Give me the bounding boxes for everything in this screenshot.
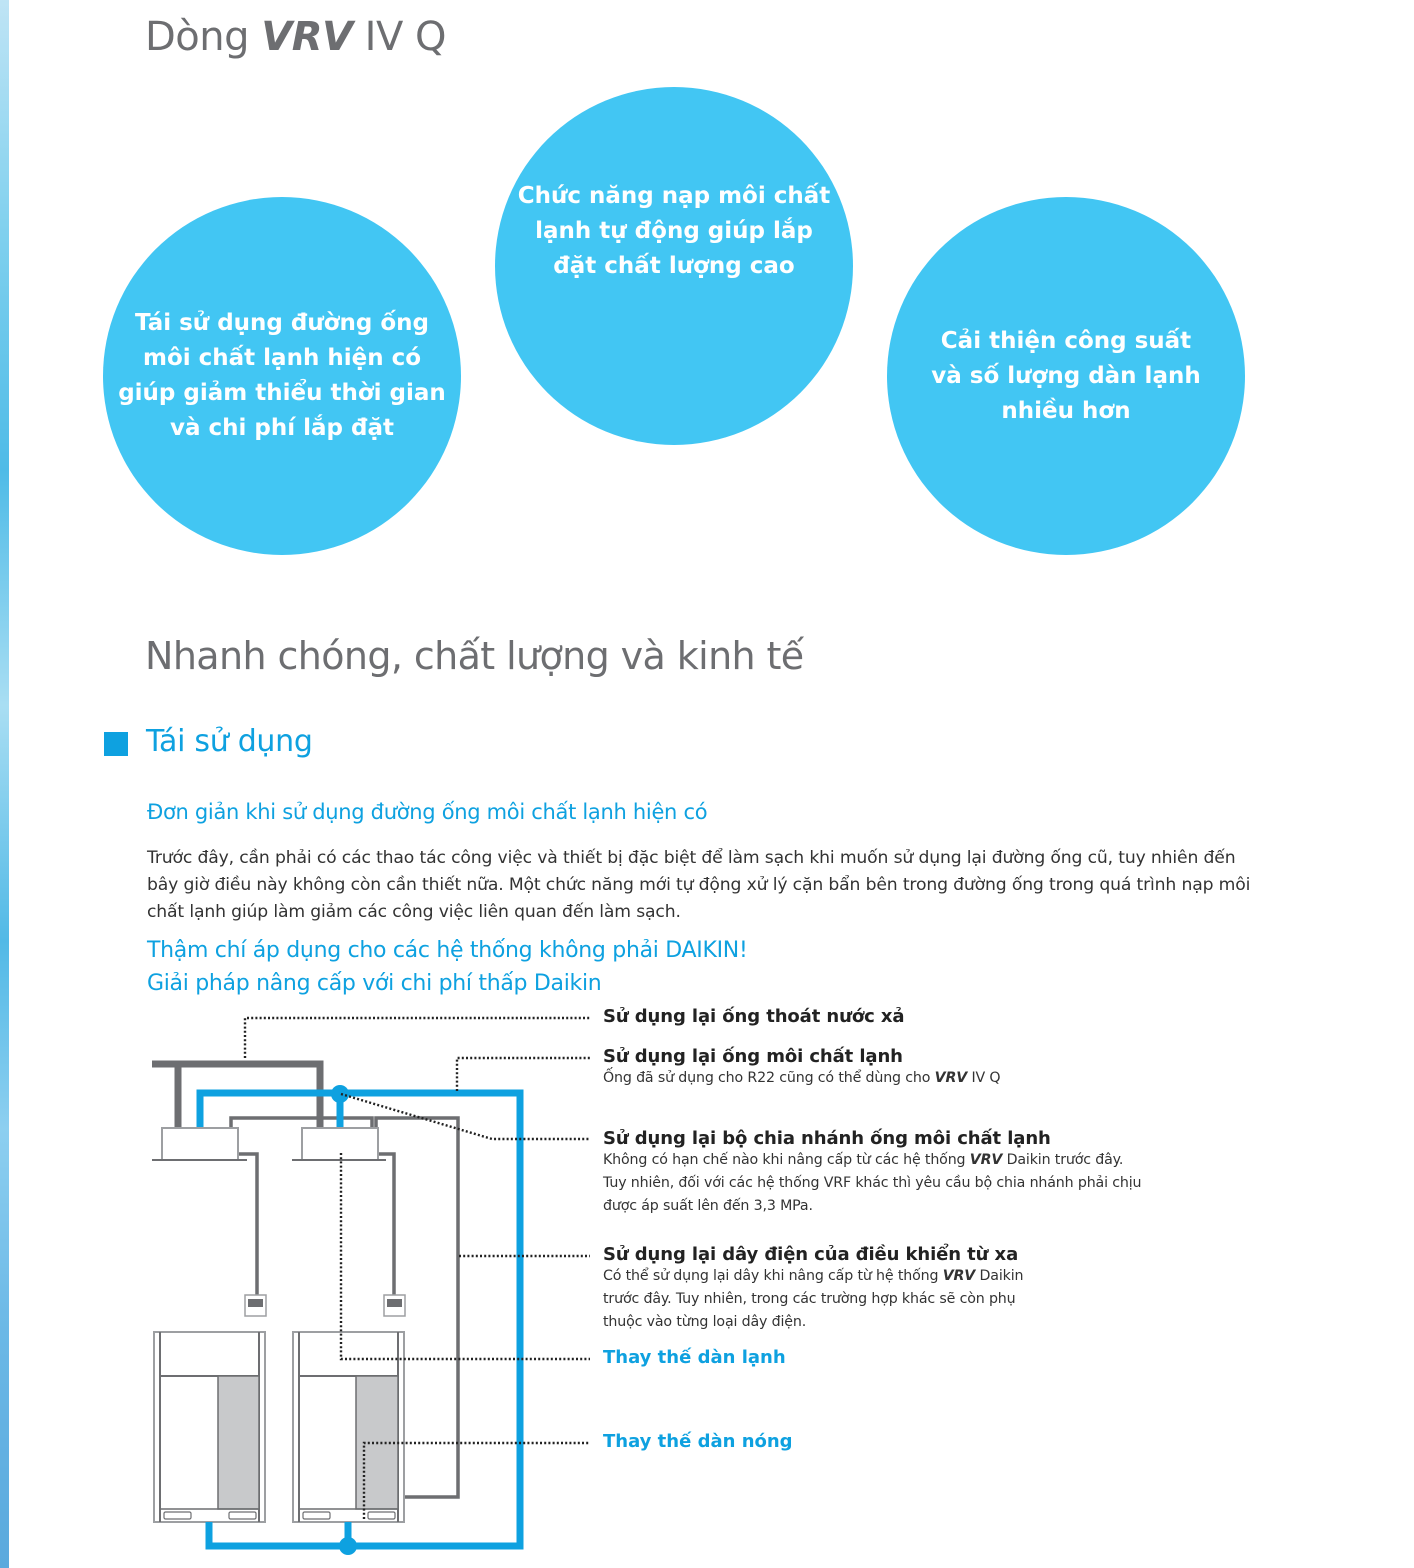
feature-text: Chức năng nạp môi chất lạnh tự động giúp lắp đặt chất lượng cao [517,182,831,279]
branch-joint-top [331,1085,349,1103]
outdoor-unit-2 [293,1332,404,1522]
label-wiring-desc-2: trước đây. Tuy nhiên, trong các trường hợp khác sẽ còn phụ [603,1291,1016,1307]
label-outdoor [603,1431,793,1452]
desc-brand: VRV [969,1152,1003,1168]
leader-refrigerant-pipe [457,1058,590,1091]
label-wiring-title: Sử dụng lại dây điện của điều khiển từ xa [603,1244,1019,1265]
remote-controllers [245,1295,405,1316]
label-drain-title: Sử dụng lại ống thoát nước xả [603,1006,905,1027]
desc-text: Daikin [979,1268,1024,1284]
label-refrigerant-pipe-title: Sử dụng lại ống môi chất lạnh [603,1046,903,1067]
outdoor-units [154,1332,404,1522]
label-branch-desc-3: được áp suất lên đến 3,3 MPa. [603,1198,813,1214]
label-refrigerant-pipe-desc [603,1067,1000,1090]
label-refrigerant-pipe [603,1046,1000,1090]
desc-text: Có thể sử dụng lại dây khi nâng cấp từ hệ thống [603,1268,939,1284]
desc-text: Daikin trước đây. [1006,1152,1124,1168]
label-branch [603,1128,1141,1218]
outdoor-unit-1 [154,1332,265,1522]
label-indoor-title: Thay thế dàn lạnh [603,1347,786,1368]
branch-joint-bottom [339,1537,357,1555]
leader-drain [245,1018,590,1058]
desc-brand: VRV [934,1070,968,1086]
indoor-unit-1 [162,1128,238,1160]
desc-text: Không có hạn chế nào khi nâng cấp từ các hệ thống [603,1152,966,1168]
label-indoor [603,1347,786,1368]
title-brand: VRV [261,14,353,60]
wire-remote-1 [238,1154,257,1297]
label-wiring-desc-1 [603,1265,1023,1288]
desc-brand: VRV [942,1268,976,1284]
label-drain [603,1006,904,1027]
label-outdoor-title: Thay thế dàn nóng [603,1431,793,1452]
wire-remote-2 [378,1154,394,1297]
label-wiring-desc-3: thuộc vào từng loại dây điện. [603,1314,807,1330]
subheading: Đơn giản khi sử dụng đường ống môi chất lạnh hiện có [147,800,708,824]
body-paragraph: Trước đây, cần phải có các thao tác công việc và thiết bị đặc biệt để làm sạch khi muốn sử dụng lại đường ống cũ, tuy nhiên đến bây giờ điều này không còn cần thiết nữa. Một chức năng mới tự động xử lý cặn bẩn bên trong đường ống trong quá trình nạp môi chất lạnh giúp làm giảm các công việc liên quan đến làm sạch. [147,848,1251,922]
highlight-line-1: Thậm chí áp dụng cho các hệ thống không phải DAIKIN! [147,938,748,963]
desc-text: Ống đã sử dụng cho R22 cũng có thể dùng cho [603,1070,931,1086]
pipe-unit1-to-right [231,1118,372,1127]
feature-text: Cải thiện công suất và số lượng dàn lạnh nhiều hơn [931,327,1201,424]
label-branch-desc-1 [603,1149,1141,1172]
title-prefix: Dòng [145,14,250,60]
label-branch-title: Sử dụng lại bộ chia nhánh ống môi chất lạnh [603,1128,1051,1149]
desc-text: IV Q [971,1070,1001,1086]
indoor-unit-2 [302,1128,378,1160]
title-suffix: IV Q [364,14,447,60]
highlight-line-2: Giải pháp nâng cấp với chi phí thấp Daikin [147,971,602,996]
section-heading: Nhanh chóng, chất lượng và kinh tế [145,634,804,678]
subsection-title: Tái sử dụng [146,724,313,759]
label-branch-desc-2: Tuy nhiên, đối với các hệ thống VRF khác thì yêu cầu bộ chia nhánh phải chịu [603,1175,1142,1191]
label-wiring [603,1244,1023,1334]
indoor-units [152,1128,386,1160]
feature-text: Tái sử dụng đường ống môi chất lạnh hiện có giúp giảm thiểu thời gian và chi phí lắp đặt [118,310,446,441]
